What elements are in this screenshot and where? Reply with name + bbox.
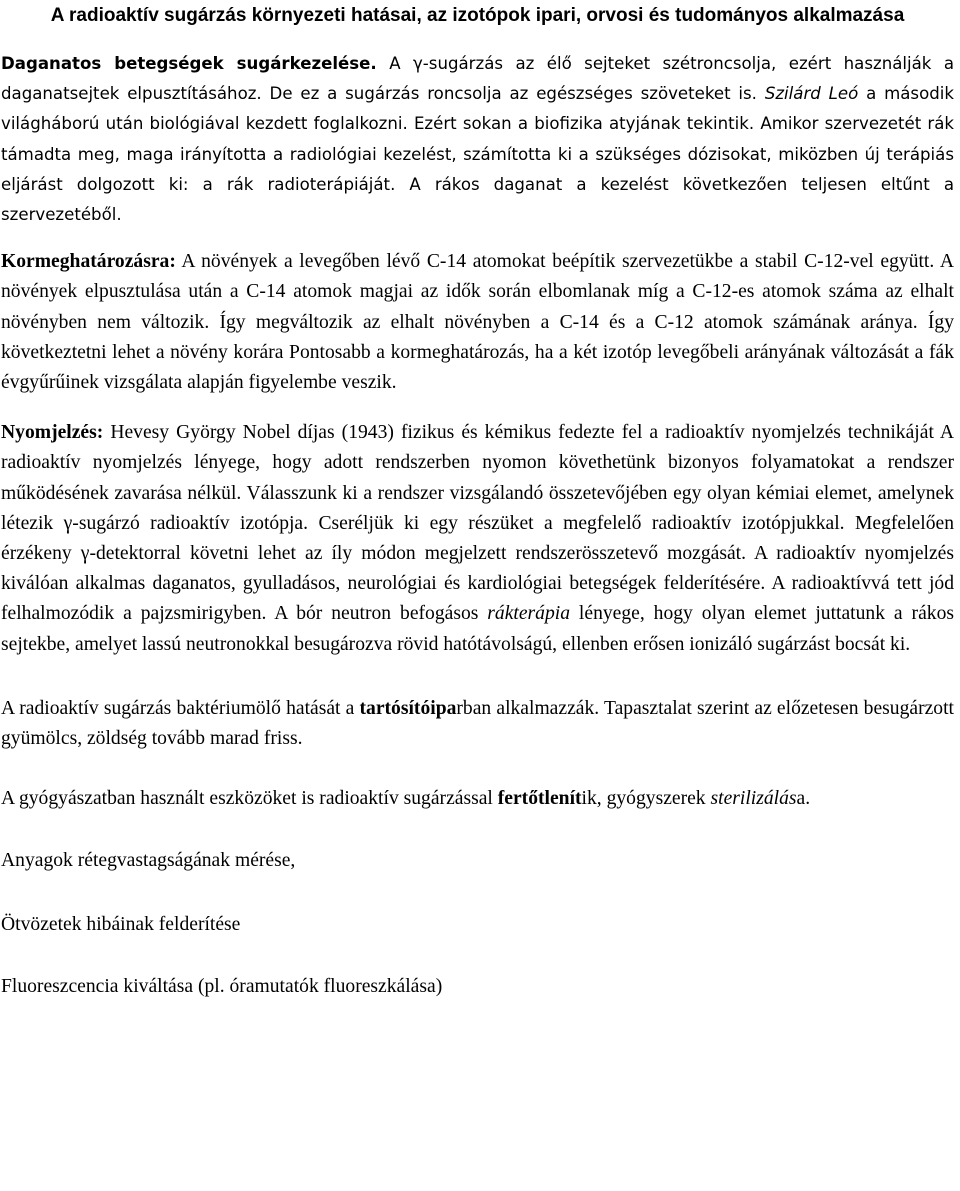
preservation-text-2: rban alkalmazzák. Tapasztalat szerint az előzetesen besugárzott gyümölcs, zöldség tovább marad friss. [1, 697, 954, 750]
sterilization-text-2: ik, gyógyszerek [581, 788, 711, 810]
keyword-sterilization: sterilizálás [710, 788, 797, 810]
list-item-alloys: Ötvözetek hibáinak felderítése [1, 913, 241, 935]
paragraph-cancer-treatment [1, 49, 954, 230]
list-item-fluorescence: Fluoreszcencia kiváltása (pl. óramutatók fluoreszkálása) [1, 975, 443, 997]
tracing-text-2: lényege, hogy olyan elemet juttatunk a rákos sejtekbe, amelyet lassú neutronokkal besugározva rövid hatótávolságú, ellenben erősen ionizáló sugárzást bocsát ki. [1, 603, 954, 655]
sterilization-text-1: A gyógyászatban használt eszközöket is radioaktív sugárzással [1, 788, 498, 810]
tracing-text-1: Hevesy György Nobel díjas (1943) fizikus és kémikus fedezte fel a radioaktív nyomjelzés technikáját A radioaktív nyomjelzés lényege, hogy adott rendszerben nyomon követhetünk bizonyos folyamatokat a rendszer működésének zavarása nélkül. Válasszunk ki a rendszer vizsgálandó összetevőjében egy olyan kémiai elemet, amelynek létezik γ-sugárzó radioaktív izotópja. Cseréljük ki egy részüket a megfelelő radioaktív izotópjukkal. Megfelelően érzékeny γ-detektorral követni lehet az íly módon megjelzett rendszerösszetevő mozgását. A radioaktív nyomjelzés kiválóan alkalmas daganatos, gyulladásos, neurológiai és kardiológiai betegségek felderítésére. A radioaktívvá tett jód felhalmozódik a pajzsmirigyben. A bór neutron befogásos [1, 422, 954, 625]
heading-cancer-treatment: Daganatos betegségek sugárkezelése. [1, 54, 377, 73]
term-radiotherapy: rákterápia [487, 603, 571, 625]
heading-dating: Kormeghatározásra: [1, 251, 176, 273]
cancer-text-1: A γ-sugárzás az élő sejteket szétroncsolja, ezért használják a daganatsejtek elpusztításához. De ez a sugárzás roncsolja az egészséges szöveteket is. [1, 54, 954, 104]
preservation-text-1: A radioaktív sugárzás baktériumölő hatását a [1, 697, 360, 719]
cancer-text-2: a második világháború után biológiával kezdett foglalkozni. Ezért sokan a biofizika atyjának tekintik. Amikor szervezetét rák támadta meg, maga irányította a radiológiai kezelést, számította ki a szükséges dózisokat, miközben új terápiás eljárást dolgozott ki: a rák radioterápiáját. A rákos daganat a kezelést következően teljesen eltűnt a szervezetéből. [1, 84, 954, 225]
keyword-disinfect: fertőtlenít [497, 788, 582, 810]
sterilization-text-3: a. [796, 788, 811, 810]
paragraph-sterilization [1, 784, 954, 814]
paragraph-tracing [1, 418, 954, 660]
keyword-preservation: tartósítóipa [359, 697, 457, 719]
heading-tracing: Nyomjelzés: [1, 422, 104, 444]
list-item-thickness: Anyagok rétegvastagságának mérése, [1, 850, 296, 872]
page-title: A radioaktív sugárzás környezeti hatásai, az izotópok ipari, orvosi és tudományos alkalmazása [50, 5, 905, 26]
dating-text: A növények a levegőben lévő C-14 atomokat beépítik szervezetükbe a stabil C-12-vel együtt. A növények elpusztulása után a C-14 atomok magjai az idők során elbomlanak míg a C-12-es atomok száma az elhalt növényben nem változik. Így megváltozik az elhalt növényben a C-14 és a C-12 atomok számának aránya. Így következtetni lehet a növény korára Pontosabb a kormeghatározás, ha a két izotóp levegőbeli arányának változását a fák évgyűrűinek vizsgálata alapján figyelembe veszik. [1, 251, 954, 394]
paragraph-preservation [1, 694, 954, 754]
person-name: Szilárd Leó [764, 84, 859, 104]
paragraph-dating [1, 247, 954, 398]
